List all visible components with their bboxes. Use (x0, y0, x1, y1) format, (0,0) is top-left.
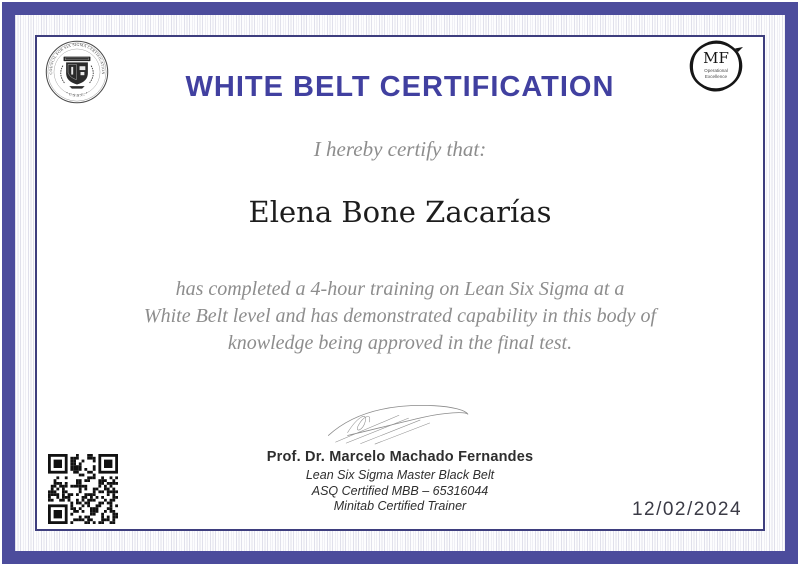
signature-graphic (308, 398, 488, 446)
signer-credential-1: Lean Six Sigma Master Black Belt (305, 468, 495, 482)
signer-credential-3: Minitab Certified Trainer (333, 499, 467, 513)
mf-subtitle-2: Excellence (704, 74, 728, 79)
qr-code (48, 454, 118, 524)
issue-date: 12/02/2024 (631, 499, 743, 520)
signer-credential-2: ASQ Certified MBB – 65316044 (311, 483, 489, 498)
certify-intro: I hereby certify that: (313, 137, 487, 161)
mf-subtitle-1: Operational (704, 68, 728, 73)
certificate-body (60, 276, 740, 357)
signature-icon (308, 398, 488, 446)
mf-initials: MF (703, 49, 729, 67)
body-line-3: knowledge being approved in the final test. (227, 332, 573, 354)
seal-ring-text: COUNCIL FOR SIX SIGMA CERTIFICATION (49, 42, 106, 75)
signer-name: Prof. Dr. Marcelo Machado Fernandes (266, 449, 534, 465)
seal-bottom-text: • C.S.S.C. • (65, 90, 89, 98)
recipient-name: Elena Bone Zacarías (248, 195, 552, 229)
body-line-1: has completed a 4-hour training on Lean Six Sigma at a (175, 278, 625, 300)
body-line-2: White Belt level and has demonstrated capability in this body of (143, 305, 657, 327)
certificate-title: WHITE BELT CERTIFICATION (185, 71, 615, 103)
